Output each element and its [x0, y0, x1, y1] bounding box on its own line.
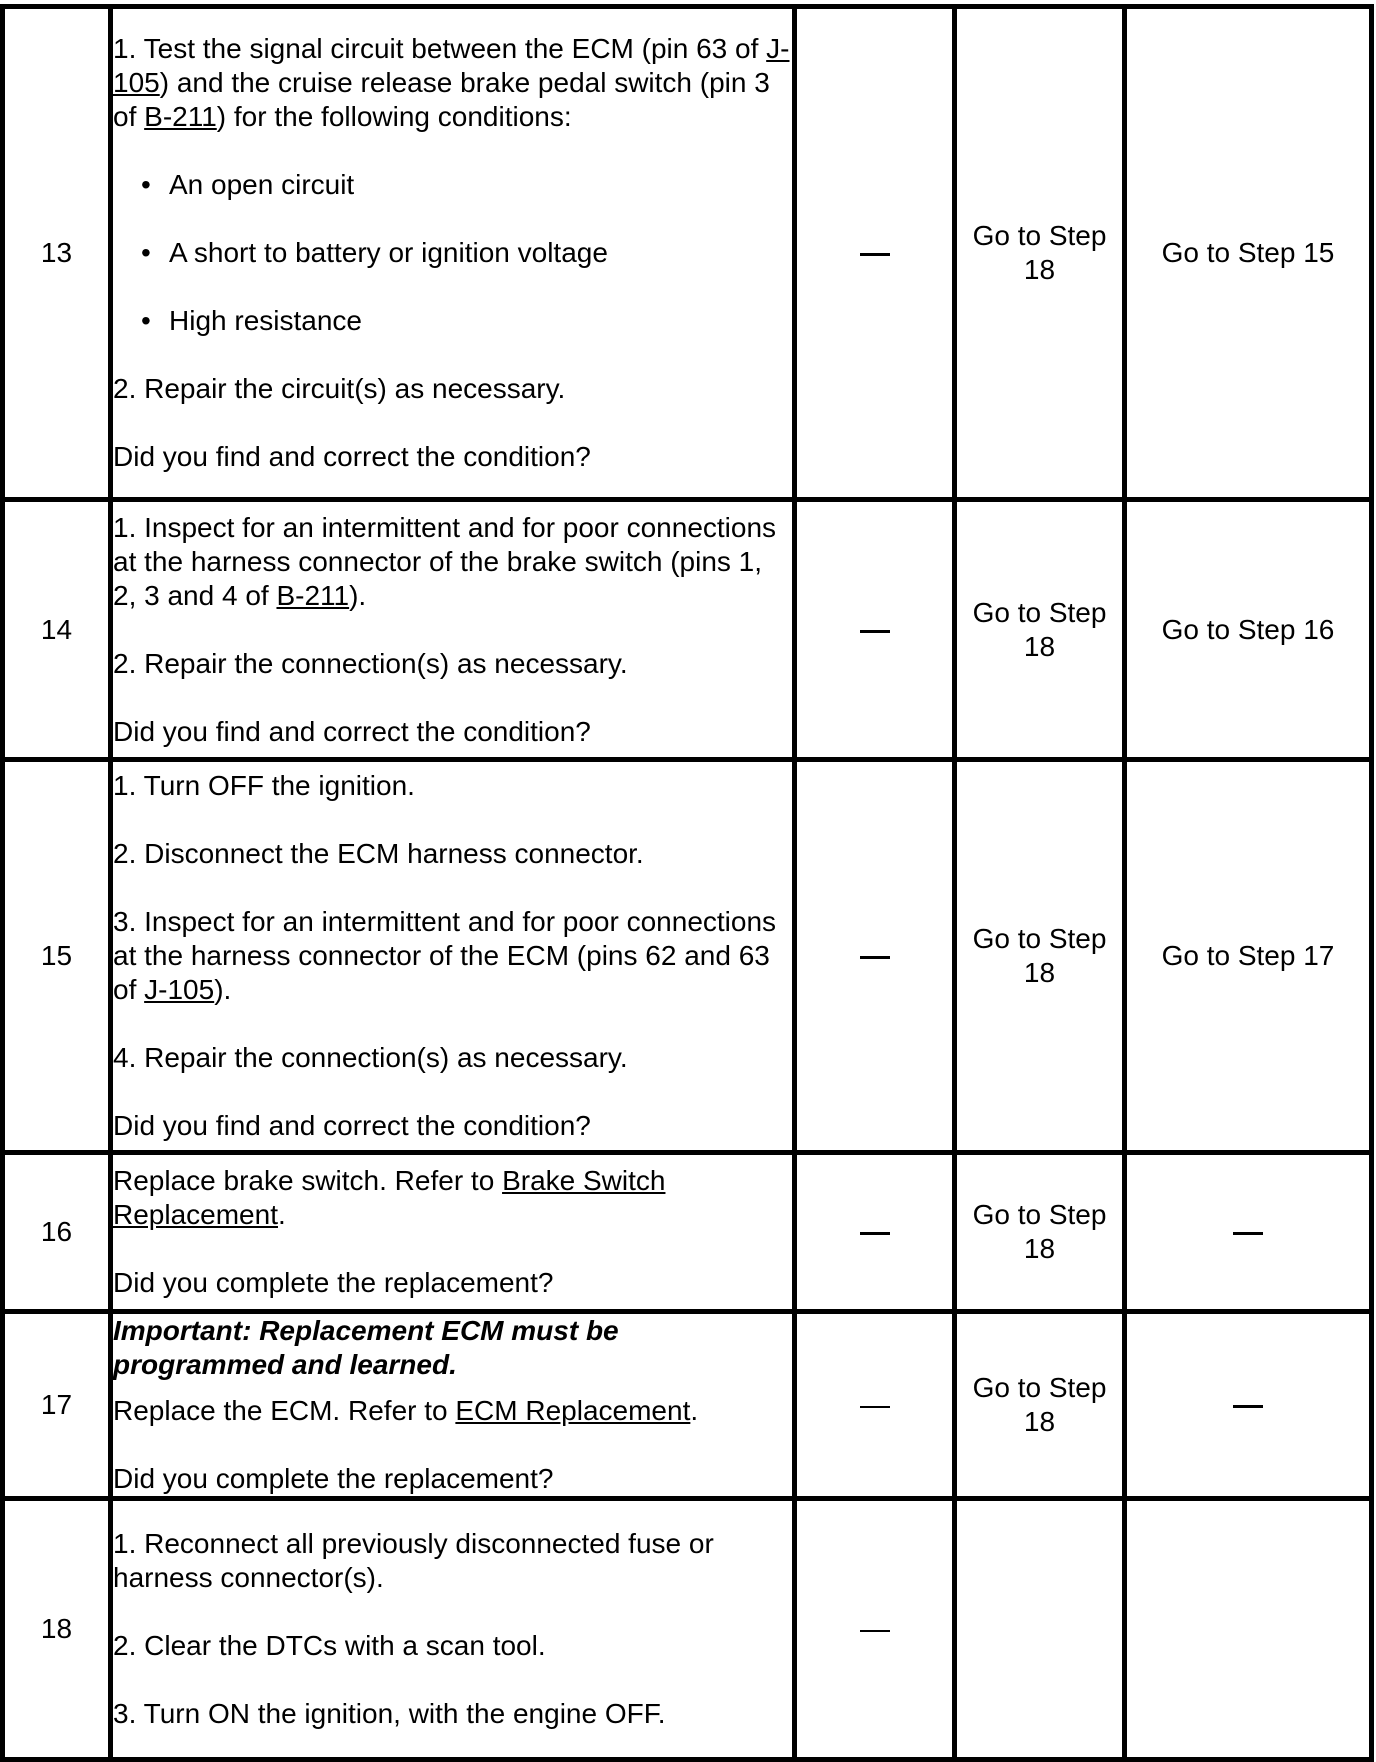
step-number: 17 — [3, 1312, 111, 1499]
yes-cell: Go to Step 18 — [955, 500, 1125, 760]
table-row-step-13 — [3, 7, 1372, 500]
value-dash — [860, 956, 890, 959]
action-cell — [111, 760, 795, 1153]
condition-list — [113, 168, 792, 338]
no-dash — [1233, 1232, 1263, 1235]
value-dash — [860, 1406, 890, 1408]
link-brake-switch-replacement[interactable]: Brake Switch Replacement — [113, 1165, 666, 1230]
instruction-1: 1. Inspect for an intermittent and for poor connections at the harness connector of the brake switch (pins 1, 2, 3 and 4 of B-211). — [113, 511, 777, 611]
table-row-step-17 — [3, 1312, 1372, 1499]
important-note: Important: Replacement ECM must be programmed and learned. — [113, 1315, 619, 1380]
action-cell — [111, 7, 795, 500]
instruction-1: Replace the ECM. Refer to ECM Replacement. — [113, 1395, 699, 1426]
instruction-2: 2. Repair the circuit(s) as necessary. — [113, 373, 566, 404]
step-number: 15 — [3, 760, 111, 1153]
list-item: • A short to battery or ignition voltage — [113, 236, 792, 270]
action-cell — [111, 1499, 795, 1760]
value-dash — [860, 1232, 890, 1235]
instruction-1: 1. Reconnect all previously disconnected fuse or harness connector(s). — [113, 1528, 714, 1593]
instruction-4: 4. Repair the connection(s) as necessary. — [113, 1042, 628, 1073]
link-b-211[interactable]: B-211 — [144, 101, 217, 132]
action-cell — [111, 1153, 795, 1312]
value-cell — [795, 1153, 955, 1312]
value-cell — [795, 500, 955, 760]
table-row-step-15 — [3, 760, 1372, 1153]
question-text: Did you find and correct the condition? — [113, 715, 591, 747]
list-item: • High resistance — [113, 304, 792, 338]
yes-cell: Go to Step 18 — [955, 1153, 1125, 1312]
yes-cell — [955, 1499, 1125, 1760]
step-number: 13 — [3, 7, 111, 500]
link-ecm-replacement[interactable]: ECM Replacement — [455, 1395, 691, 1426]
value-dash — [860, 253, 890, 256]
table-row-step-18 — [3, 1499, 1372, 1760]
yes-cell: Go to Step 18 — [955, 1312, 1125, 1499]
instruction-2: 2. Disconnect the ECM harness connector. — [113, 838, 644, 869]
value-dash — [860, 630, 890, 633]
value-cell — [795, 7, 955, 500]
action-cell — [111, 1312, 795, 1499]
step-number: 16 — [3, 1153, 111, 1312]
instruction-1: 1. Turn OFF the ignition. — [113, 770, 415, 801]
value-cell — [795, 760, 955, 1153]
no-cell — [1125, 1153, 1372, 1312]
no-cell: Go to Step 15 — [1125, 7, 1372, 500]
question-text: Did you find and correct the condition? — [113, 1110, 591, 1141]
instruction-3: 3. Inspect for an intermittent and for poor connections at the harness connector of the ECM (pins 62 and 63 of J-105). — [113, 906, 777, 1005]
instruction-2: 2. Repair the connection(s) as necessary. — [113, 647, 628, 679]
no-cell — [1125, 1312, 1372, 1499]
no-dash — [1233, 1405, 1263, 1408]
question-text: Did you find and correct the condition? — [113, 441, 591, 472]
list-item: • An open circuit — [113, 168, 792, 202]
link-j-105[interactable]: J-105 — [144, 974, 215, 1005]
link-j-105[interactable]: J-105 — [113, 33, 790, 98]
yes-cell: Go to Step 18 — [955, 760, 1125, 1153]
table-row-step-14 — [3, 500, 1372, 760]
instruction-2: 2. Clear the DTCs with a scan tool. — [113, 1630, 546, 1661]
yes-cell: Go to Step 18 — [955, 7, 1125, 500]
question-text: Did you complete the replacement? — [113, 1267, 554, 1298]
step-number: 14 — [3, 500, 111, 760]
no-cell: Go to Step 16 — [1125, 500, 1372, 760]
value-cell — [795, 1499, 955, 1760]
diagnostic-table — [0, 4, 1374, 1762]
no-cell — [1125, 1499, 1372, 1760]
value-dash — [860, 1630, 890, 1632]
question-text: Did you complete the replacement? — [113, 1463, 554, 1494]
instruction-1: 1. Test the signal circuit between the ECM (pin 63 of J-105) and the cruise release brake pedal switch (pin 3 of B-211) for the following conditions: — [113, 33, 790, 132]
no-cell: Go to Step 17 — [1125, 760, 1372, 1153]
instruction-3: 3. Turn ON the ignition, with the engine OFF. — [113, 1698, 666, 1729]
value-cell — [795, 1312, 955, 1499]
instruction-1: Replace brake switch. Refer to Brake Switch Replacement. — [113, 1165, 666, 1230]
action-cell — [111, 500, 795, 760]
link-b-211[interactable]: B-211 — [276, 579, 350, 611]
table-row-step-16 — [3, 1153, 1372, 1312]
step-number: 18 — [3, 1499, 111, 1760]
